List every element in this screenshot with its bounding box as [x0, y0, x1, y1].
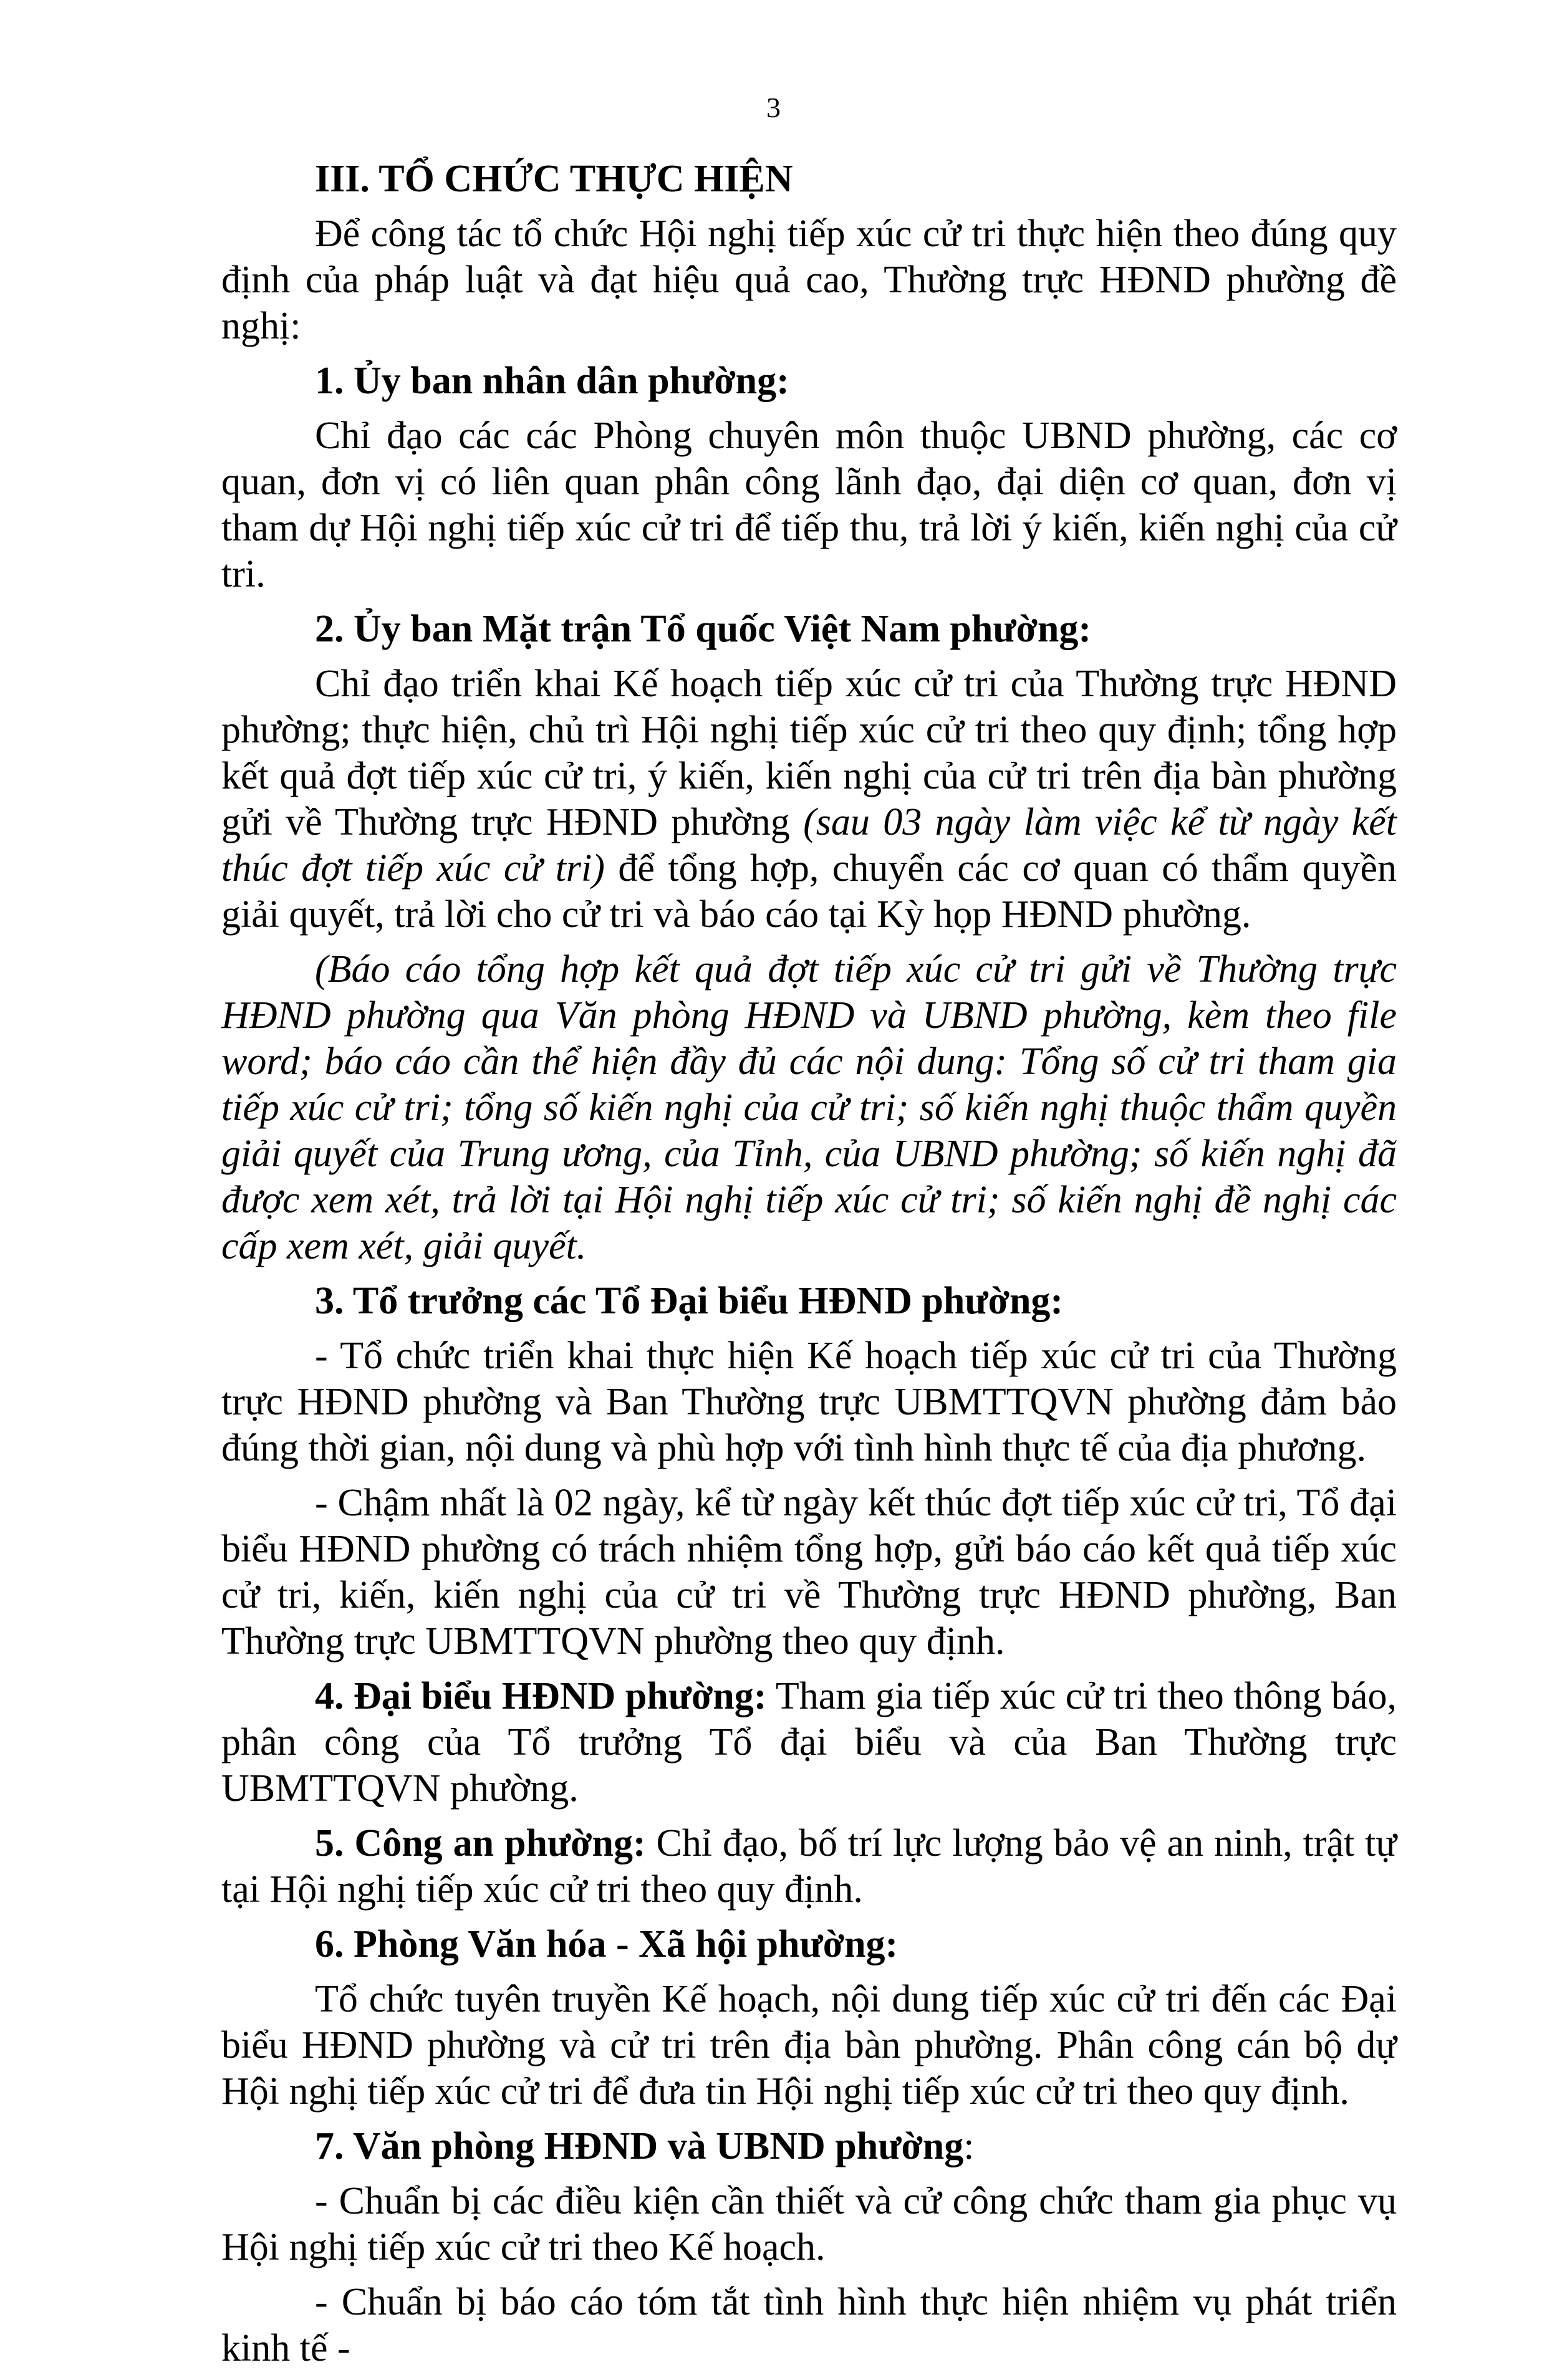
item3-bullet1: - Tổ chức triển khai thực hiện Kế hoạch tiếp xúc cử tri của Thường trực HĐND phường và Ban Thường trực UBMTTQVN phường đảm bảo đúng thời gian, nội dung và phù hợp với tình hình thực tế của địa phương. [221, 1335, 1397, 1469]
item2-body-italic: (sau 03 ngày làm việc kể từ ngày kết thúc đợt tiếp xúc cử tri) [221, 801, 1397, 890]
item2-heading: 2. Ủy ban Mặt trận Tổ quốc Việt Nam phường: [315, 608, 1092, 650]
item2-body [221, 661, 1397, 938]
item7-heading-line [221, 2123, 1397, 2169]
section-title: III. TỔ CHỨC THỰC HIỆN [315, 158, 793, 200]
item5-paragraph [221, 1820, 1397, 1912]
item3-bullet2: - Chậm nhất là 02 ngày, kể từ ngày kết thúc đợt tiếp xúc cử tri, Tổ đại biểu HĐND phường có trách nhiệm tổng hợp, gửi báo cáo kết quả tiếp xúc cử tri, kiến, kiến nghị của cử tri về Thường trực HĐND phường, Ban Thường trực UBMTTQVN phường theo quy định. [221, 1482, 1397, 1663]
item6-heading: 6. Phòng Văn hóa - Xã hội phường: [315, 1923, 899, 1965]
item3-heading: 3. Tổ trưởng các Tổ Đại biểu HĐND phường: [315, 1280, 1064, 1322]
item4-paragraph [221, 1673, 1397, 1811]
item7-bullet1: - Chuẩn bị các điều kiện cần thiết và cử công chức tham gia phục vụ Hội nghị tiếp xúc cử tri theo Kế hoạch. [221, 2180, 1397, 2268]
item6-body: Tổ chức tuyên truyền Kế hoạch, nội dung tiếp xúc cử tri đến các Đại biểu HĐND phường và cử tri trên địa bàn phường. Phân công cán bộ dự Hội nghị tiếp xúc cử tri để đưa tin Hội nghị tiếp xúc cử tri theo quy định. [221, 1978, 1397, 2113]
item1-heading: 1. Ủy ban nhân dân phường: [315, 360, 789, 402]
item1-body: Chỉ đạo các các Phòng chuyên môn thuộc UBND phường, các cơ quan, đơn vị có liên quan phân công lãnh đạo, đại diện cơ quan, đơn vị tham dự Hội nghị tiếp xúc cử tri để tiếp thu, trả lời ý kiến, kiến nghị của cử tri. [221, 415, 1397, 595]
page-number: 3 [766, 92, 781, 123]
item4-heading: 4. Đại biểu HĐND phường: [315, 1675, 767, 1717]
intro-paragraph: Để công tác tổ chức Hội nghị tiếp xúc cử tri thực hiện theo đúng quy định của pháp luật và đạt hiệu quả cao, Thường trực HĐND phường đề nghị: [221, 213, 1397, 347]
document-body [221, 156, 1397, 2380]
item7-bullet2: - Chuẩn bị báo cáo tóm tắt tình hình thực hiện nhiệm vụ phát triển kinh tế - [221, 2281, 1397, 2369]
item2-note: (Báo cáo tổng hợp kết quả đợt tiếp xúc cử tri gửi về Thường trực HĐND phường qua Văn phòng HĐND và UBND phường, kèm theo file word; báo cáo cần thể hiện đầy đủ các nội dung: Tổng số cử tri tham gia tiếp xúc cử tri; tổng số kiến nghị của cử tri; số kiến nghị thuộc thẩm quyền giải quyết của Trung ương, của Tỉnh, của UBND phường; số kiến nghị đã được xem xét, trả lời tại Hội nghị tiếp xúc cử tri; số kiến nghị đề nghị các cấp xem xét, giải quyết. [221, 948, 1397, 1267]
item5-body: Chỉ đạo, bố trí lực lượng bảo vệ an ninh, trật tự tại Hội nghị tiếp xúc cử tri theo quy định. [221, 1822, 1397, 1911]
item7-heading-colon: : [963, 2125, 975, 2167]
item2-body-b: để tổng hợp, chuyển các cơ quan có thẩm quyền giải quyết, trả lời cho cử tri và báo cáo tại Kỳ họp HĐND phường. [221, 847, 1397, 936]
item4-body: Tham gia tiếp xúc cử tri theo thông báo, phân công của Tổ trưởng Tổ đại biểu và của Ban Thường trực UBMTTQVN phường. [221, 1675, 1397, 1810]
item2-body-a: Chỉ đạo triển khai Kế hoạch tiếp xúc cử tri của Thường trực HĐND phường; thực hiện, chủ trì Hội nghị tiếp xúc cử tri theo quy định; tổng hợp kết quả đợt tiếp xúc cử tri, ý kiến, kiến nghị của cử tri trên địa bàn phường gửi về Thường trực HĐND phường [221, 663, 1397, 843]
item7-heading: 7. Văn phòng HĐND và UBND phường [315, 2125, 964, 2167]
item5-heading: 5. Công an phường: [315, 1822, 646, 1864]
